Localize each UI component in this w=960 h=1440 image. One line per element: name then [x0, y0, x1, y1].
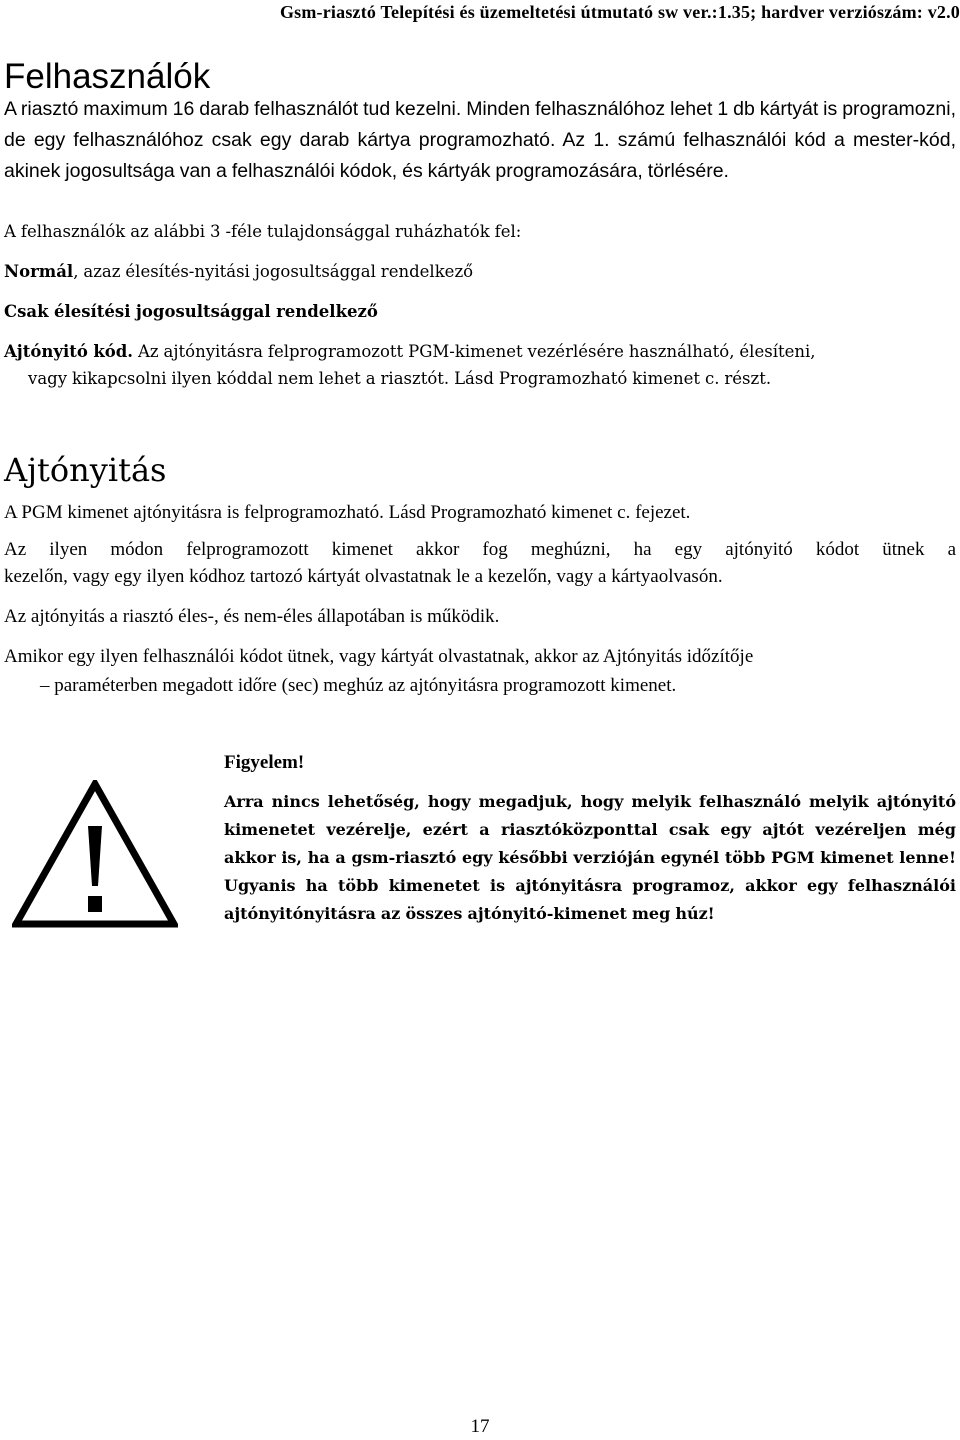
property-door-code: [4, 342, 816, 361]
door-paragraph-3: Az ajtónyitás a riasztó éles-, és nem-éles állapotában is működik.: [4, 606, 500, 627]
warning-title: Figyelem!: [224, 752, 305, 773]
users-intro-paragraph: A riasztó maximum 16 darab felhasználót tud kezelni. Minden felhasználóhoz lehet 1 db kártyát is programozni, de egy felhasználóhoz csak egy darab kártya programozható. Az 1. számú felhasználói kód a mester-kód, akinek jogosultsága van a felhasználói kódok, és kártyák programozására, törlésére.: [4, 98, 956, 182]
running-header: Gsm-riasztó Telepítési és üzemeltetési útmutató sw ver.:1.35; hardver verziószám: v2.0: [279, 2, 960, 22]
properties-intro: A felhasználók az alábbi 3 -féle tulajdonsággal ruházhatók fel:: [4, 222, 522, 241]
door-paragraph-1: A PGM kimenet ajtónyitásra is felprogramozható. Lásd Programozható kimenet c. fejezet.: [4, 502, 691, 523]
section-title-door-opening: Ajtónyitás: [4, 451, 167, 489]
property-door-code-desc: Az ajtónyitásra felprogramozott PGM-kimenet vezérlésére használható, élesíteni,: [133, 342, 816, 361]
warning-triangle-icon: [12, 780, 178, 928]
property-normal-label: Normál: [4, 262, 74, 281]
door-paragraph-4-line-1: Amikor egy ilyen felhasználói kódot ütnek, vagy kártyát olvastatnak, akkor az Ajtónyitás időzítője: [4, 646, 754, 667]
page-number: 17: [470, 1416, 490, 1437]
door-paragraph-2-line-1: Az ilyen módon felprogramozott kimenet akkor fog meghúzni, ha egy ajtónyitó kódot ütnek a: [4, 539, 956, 560]
section-title-users: Felhasználók: [4, 57, 211, 96]
door-paragraph-2-line-2: kezelőn, vagy egy ilyen kódhoz tartozó kártyát olvastatnak le a kezelőn, vagy a kártyaolvasón.: [4, 566, 723, 587]
door-paragraph-4-line-2: – paraméterben megadott időre (sec) meghúz az ajtónyitásra programozott kimenet.: [40, 675, 677, 696]
property-normal-desc: , azaz élesítés-nyitási jogosultsággal rendelkező: [73, 262, 474, 281]
property-door-code-label: Ajtónyitó kód.: [4, 342, 134, 361]
property-door-code-desc-cont: vagy kikapcsolni ilyen kóddal nem lehet a riasztót. Lásd Programozható kimenet c. részt.: [28, 369, 772, 388]
property-normal: [4, 262, 473, 281]
warning-body: Arra nincs lehetőség, hogy megadjuk, hogy melyik felhasználó melyik ajtónyitó kimenetet vezérelje, ezért a riasztóközponttal csak egy ajtót vezéreljen még akkor is, ha a gsm-riasztó egy későbbi verzióján egynél több PGM kimenet lenne! Ugyanis ha több kimenetet is ajtónyitásra programoz, akkor egy felhasználói ajtónyitónyitásra az összes ajtónyitó-kimenet meg húz!: [224, 792, 956, 923]
property-arm-only: Csak élesítési jogosultsággal rendelkező: [4, 302, 378, 321]
